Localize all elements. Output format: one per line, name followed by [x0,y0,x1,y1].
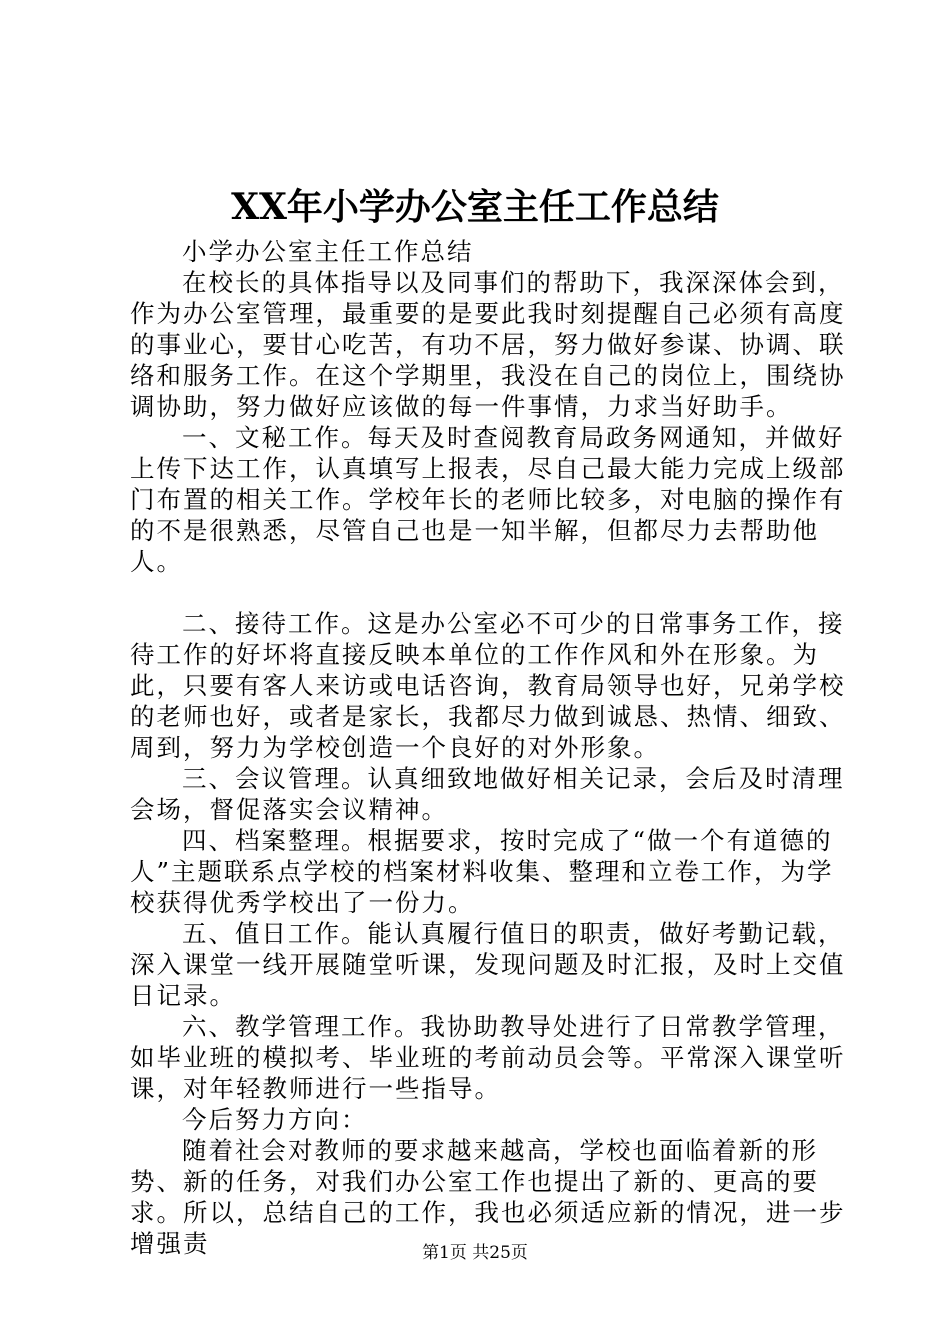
page-number-footer: 第1页 共25页 [422,1243,528,1263]
paragraph-teaching-management: 六、教学管理工作。我协助教导处进行了日常教学管理，如毕业班的模拟考、毕业班的考前动员会等。平常深入课堂听课，对年轻教师进行一些指导。 [130,1012,846,1103]
paragraph-future-heading: 今后努力方向： [182,1105,368,1134]
paragraph-reception-work: 二、接待工作。这是办公室必不可少的日常事务工作，接待工作的好坏将直接反映本单位的工作作风和外在形象。为此，只要有客人来访或电话咨询，教育局领导也好，兄弟学校的老师也好，或者是家长，我都尽力做到诚恳、热情、细致、周到，努力为学校创造一个良好的对外形象。 [130,609,846,762]
paragraph-subtitle: 小学办公室主任工作总结 [182,237,474,266]
paragraph-secretarial-work: 一、文秘工作。每天及时查阅教育局政务网通知，并做好上传下达工作，认真填写上报表，尽自己最大能力完成上级部门布置的相关工作。学校年长的老师比较多，对电脑的操作有的不是很熟悉，尽管自己也是一知半解，但都尽力去帮助他人。 [130,423,846,576]
paragraph-intro: 在校长的具体指导以及同事们的帮助下，我深深体会到，作为办公室管理，最重要的是要此我时刻提醒自己必须有高度的事业心，要甘心吃苦，有功不居，努力做好参谋、协调、联络和服务工作。在这个学期里，我没在自己的岗位上，围绕协调协助，努力做好应该做的每一件事情，力求当好助手。 [130,268,846,421]
paragraph-archive-work: 四、档案整理。根据要求，按时完成了“做一个有道德的人”主题联系点学校的档案材料收集、整理和立卷工作，为学校获得优秀学校出了一份力。 [130,826,834,917]
paragraph-spacer [130,577,850,608]
paragraph-future-direction: 随着社会对教师的要求越来越高，学校也面临着新的形势、新的任务，对我们办公室工作也提出了新的、更高的要求。所以，总结自己的工作，我也必须适应新的情况，进一步增强责 [130,1136,846,1258]
document-title: XX年小学办公室主任工作总结 [231,186,719,228]
paragraph-meeting-management: 三、会议管理。认真细致地做好相关记录，会后及时清理会场，督促落实会议精神。 [130,764,845,824]
document-body [130,236,850,1259]
paragraph-duty-work: 五、值日工作。能认真履行值日的职责，做好考勤记载，深入课堂一线开展随堂听课，发现问题及时汇报，及时上交值日记录。 [130,919,846,1010]
